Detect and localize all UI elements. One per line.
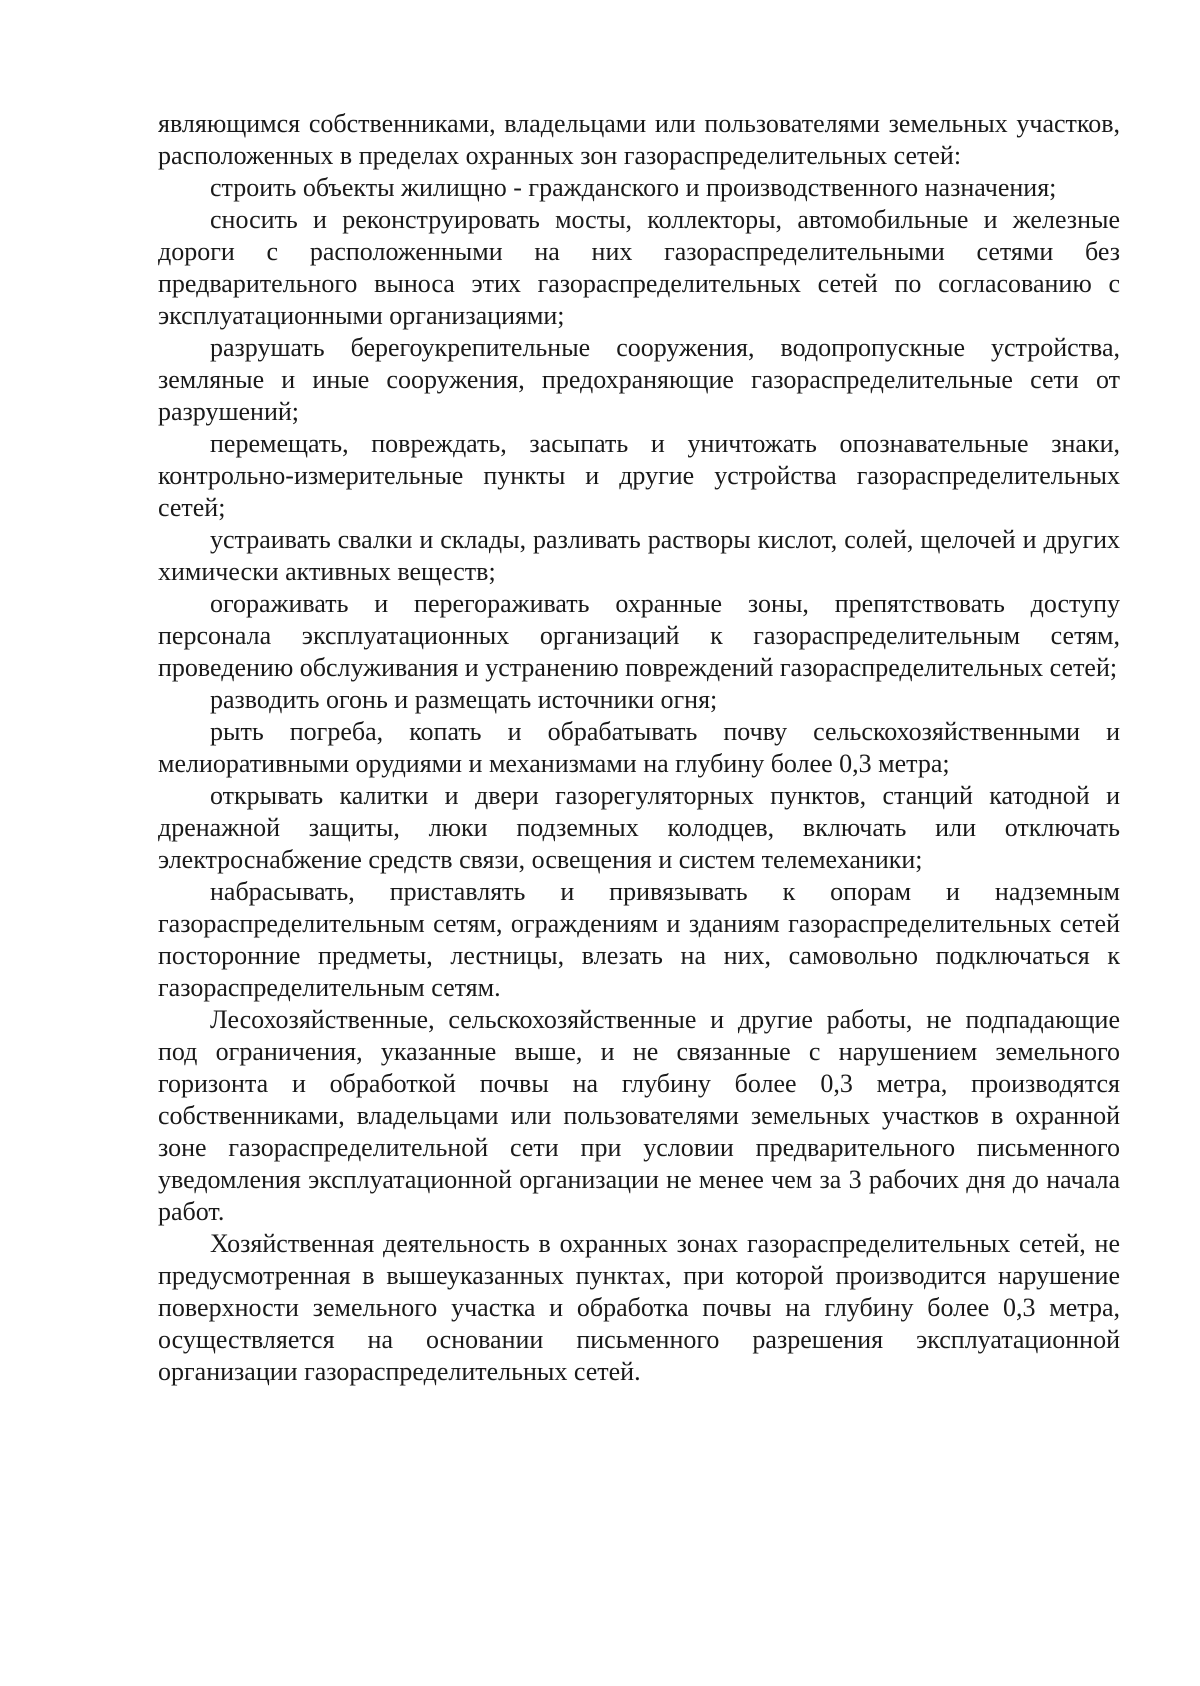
list-item-build-objects: строить объекты жилищно - гражданского и производственного назначения;: [210, 173, 1057, 202]
document-body: [158, 108, 1120, 1388]
list-item-move-signs: перемещать, повреждать, засыпать и уничтожать опознавательные знаки, контрольно-измерительные пункты и другие устройства газораспределительных сетей;: [158, 429, 1120, 522]
paragraph-continuation: являющимся собственниками, владельцами или пользователями земельных участков, расположенных в пределах охранных зон газораспределительных сетей:: [158, 109, 1120, 170]
list-item-dig-cellars: рыть погреба, копать и обрабатывать почву сельскохозяйственными и мелиоративными орудиями и механизмами на глубину более 0,3 метра;: [158, 717, 1120, 778]
paragraph-forestry-works: Лесохозяйственные, сельскохозяйственные и другие работы, не подпадающие под ограничения, указанные выше, и не связанные с нарушением земельного горизонта и обработкой почвы на глубину более 0,3 метра, производятся собственниками, владельцами или пользователями земельных участков в охранной зоне газораспределительной сети при условии предварительного письменного уведомления эксплуатационной организации не менее чем за 3 рабочих дня до начала работ.: [158, 1005, 1120, 1226]
list-item-dumps-warehouses: устраивать свалки и склады, разливать растворы кислот, солей, щелочей и других химически активных веществ;: [158, 525, 1120, 586]
list-item-destroy-structures: разрушать берегоукрепительные сооружения, водопропускные устройства, земляные и иные сооружения, предохраняющие газораспределительные сети от разрушений;: [158, 333, 1120, 426]
list-item-demolish-bridges: сносить и реконструировать мосты, коллекторы, автомобильные и железные дороги с расположенными на них газораспределительными сетями без предварительного выноса этих газораспределительных сетей по согласованию с эксплуатационными организациями;: [158, 205, 1120, 330]
list-item-fire: разводить огонь и размещать источники огня;: [210, 685, 718, 714]
list-item-fence-zones: огораживать и перегораживать охранные зоны, препятствовать доступу персонала эксплуатационных организаций к газораспределительным сетям, проведению обслуживания и устранению повреждений газораспределительных сетей;: [158, 589, 1120, 682]
list-item-open-gates: открывать калитки и двери газорегуляторных пунктов, станций катодной и дренажной защиты, люки подземных колодцев, включать или отключать электроснабжение средств связи, освещения и систем телемеханики;: [158, 781, 1120, 874]
paragraph-economic-activity: Хозяйственная деятельность в охранных зонах газораспределительных сетей, не предусмотренная в вышеуказанных пунктах, при которой производится нарушение поверхности земельного участка и обработка почвы на глубину более 0,3 метра, осуществляется на основании письменного разрешения эксплуатационной организации газораспределительных сетей.: [158, 1229, 1120, 1386]
list-item-attach-objects: набрасывать, приставлять и привязывать к опорам и надземным газораспределительным сетям, ограждениям и зданиям газораспределительных сетей посторонние предметы, лестницы, влезать на них, самовольно подключаться к газораспределительным сетям.: [158, 877, 1120, 1002]
